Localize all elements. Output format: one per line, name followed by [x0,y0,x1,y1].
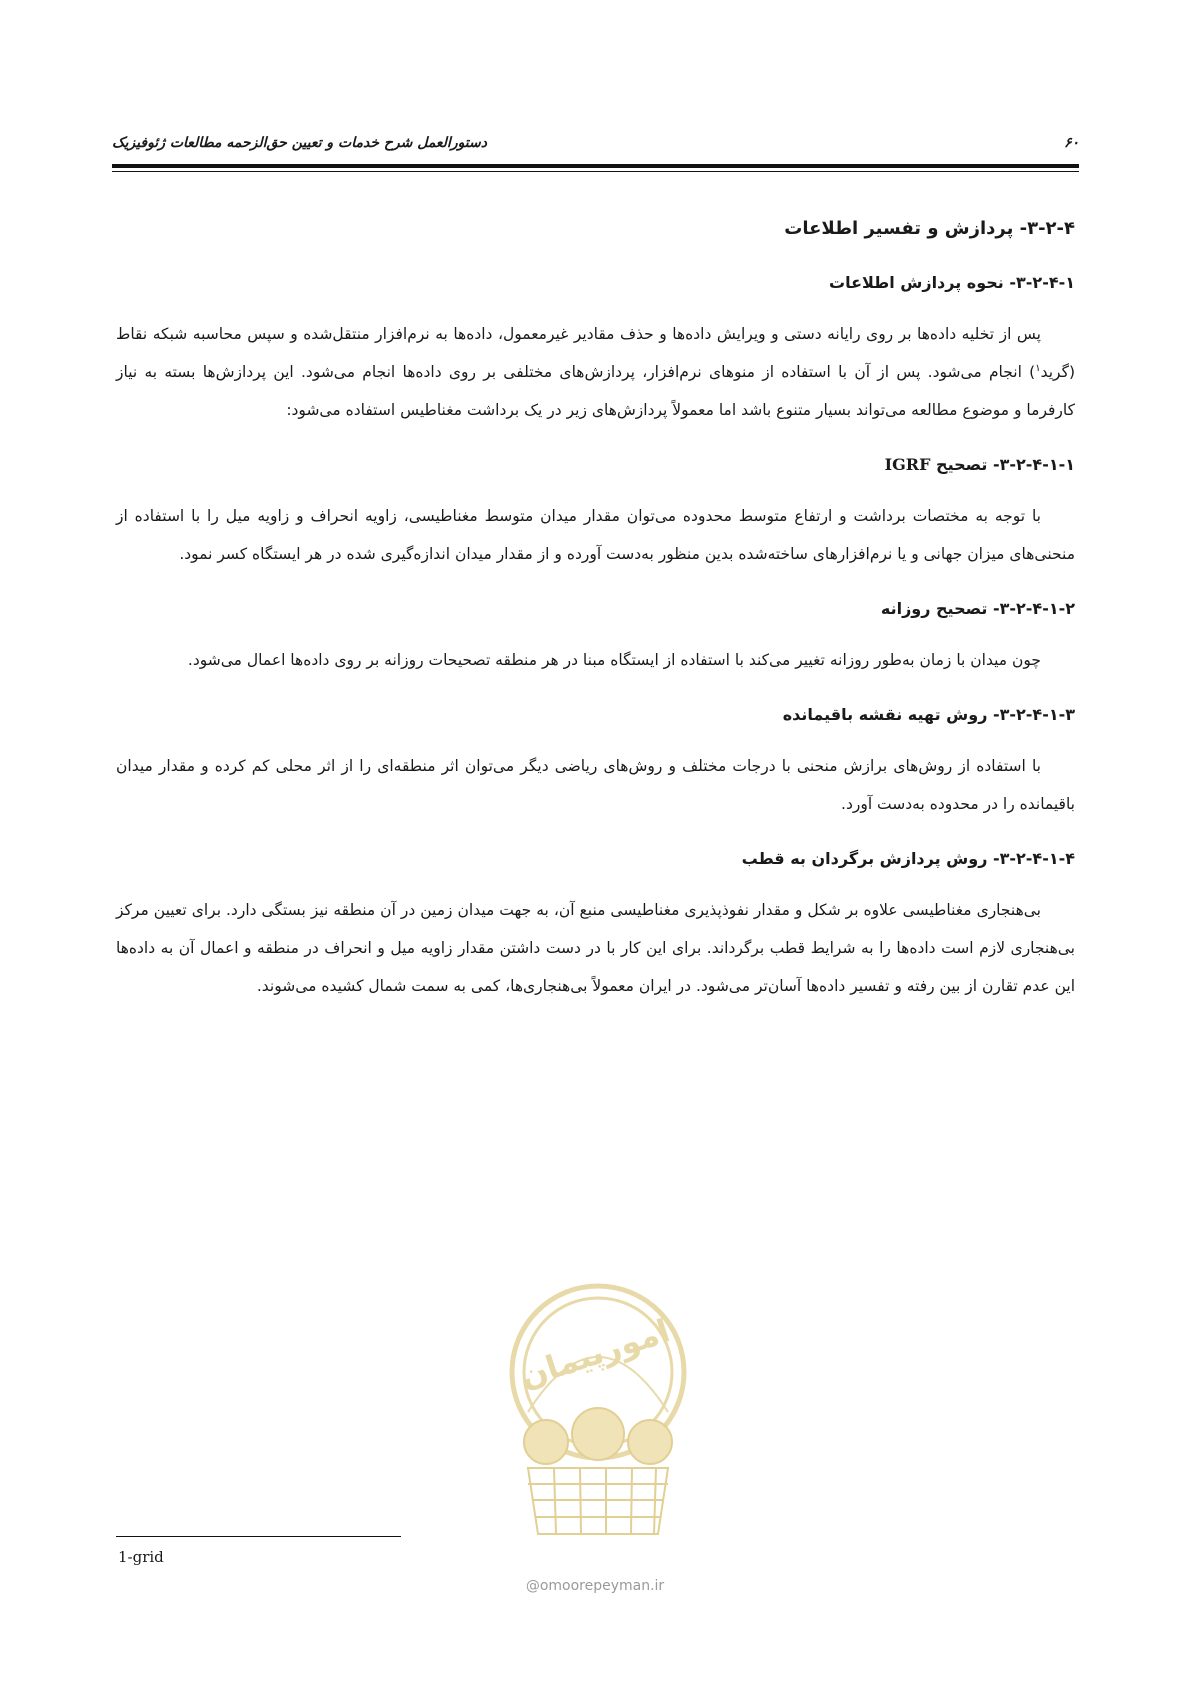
paragraph-processing-method [116,315,1075,429]
paragraph-reduction-to-pole: بی‌هنجاری مغناطیسی علاوه بر شکل و مقدار نفوذپذیری مغناطیسی منبع آن، به جهت میدان زمین در آن منطقه نیز بستگی دارد. برای تعیین مرکز بی‌هنجاری لازم است داده‌ها را به شرایط قطب برگرداند. برای این کار با در دست داشتن مقدار زاویه میل و انحراف در منطقه و اعمال آن به داده‌ها این عدم تقارن از بین رفته و تفسیر داده‌ها آسان‌تر می‌شود. در ایران معمولاً بی‌هنجاری‌ها، کمی به سمت شمال کشیده می‌شوند. [116,901,1075,995]
page-number: ۶۰ [1063,135,1079,151]
title-latin: IGRF [884,455,931,474]
watermark-logo-icon [498,1272,698,1552]
paragraph-text: ) انجام می‌شود. پس از آن با استفاده از منوهای نرم‌افزار، پردازش‌های مختلفی بر روی داده‌ها انجام می‌شود. این پردازش‌ها بسته به نیاز کارفرما و موضوع مطالعه می‌تواند بسیار متنوع باشد اما معمولاً پردازش‌های زیر در یک برداشت مغناطیس استفاده می‌شود: [116,363,1075,419]
header-rule-thin [112,171,1079,172]
subsection-title-processing-method: ۳-۲-۴-۱- نحوه پردازش اطلاعات [828,273,1075,292]
header-rule-thick [112,164,1079,168]
paragraph-igrf: با توجه به مختصات برداشت و ارتفاع متوسط محدوده می‌توان مقدار میدان متوسط مغناطیسی، زاویه انحراف و زاویه میل را با استفاده از منحنی‌های میزان جهانی و یا نرم‌افزارهای ساخته‌شده بدین منظور به‌دست آورده و از مقدار میدان اندازه‌گیری شده در هر ایستگاه کسر نمود. [116,507,1075,563]
subsection-title-diurnal: ۳-۲-۴-۱-۲- تصحیح روزانه [880,599,1075,618]
title-text: ۳-۲-۴-۱-۱- تصحیح [936,455,1075,474]
footnote-separator [116,1536,401,1537]
page-body [116,208,1075,1021]
watermark-logo-text: امورپیمان [514,1311,675,1396]
subsection-title-igrf [116,445,1075,485]
subsection-title-residual: ۳-۲-۴-۱-۳- روش تهیه نقشه باقیمانده [782,705,1075,724]
paragraph-diurnal: چون میدان با زمان به‌طور روزانه تغییر می‌کند با استفاده از ایستگاه مبنا در هر منطقه تصحیحات روزانه بر روی داده‌ها اعمال می‌شود. [187,651,1041,669]
paragraph-residual: با استفاده از روش‌های برازش منحنی با درجات مختلف و روش‌های ریاضی دیگر می‌توان اثر منطقه‌ای را از اثر محلی کم کرده و مقدار میدان باقیمانده را در محدوده به‌دست آورد. [116,757,1075,813]
paragraph-text: پس از تخلیه داده‌ها بر روی رایانه دستی و ویرایش داده‌ها و حذف مقادیر غیرمعمول، داده‌ها به نرم‌افزار منتقل‌شده و سپس محاسبه شبکه نقاط (گرید [116,325,1075,381]
footnote [118,1548,164,1566]
section-title: ۳-۲-۴- پردازش و تفسیر اطلاعات [784,218,1075,239]
footnote-text: 1-grid [118,1548,164,1566]
footnote-reference[interactable]: ۱ [1035,362,1041,374]
page-header [112,128,1079,158]
running-title: دستورالعمل شرح خدمات و تعیین حق‌الزحمه مطالعات ژئوفیزیک [112,135,487,151]
subsection-title-reduction-to-pole: ۳-۲-۴-۱-۴- روش پردازش برگردان به قطب [741,849,1075,868]
watermark-site: @omoorepeyman.ir [525,1578,665,1594]
